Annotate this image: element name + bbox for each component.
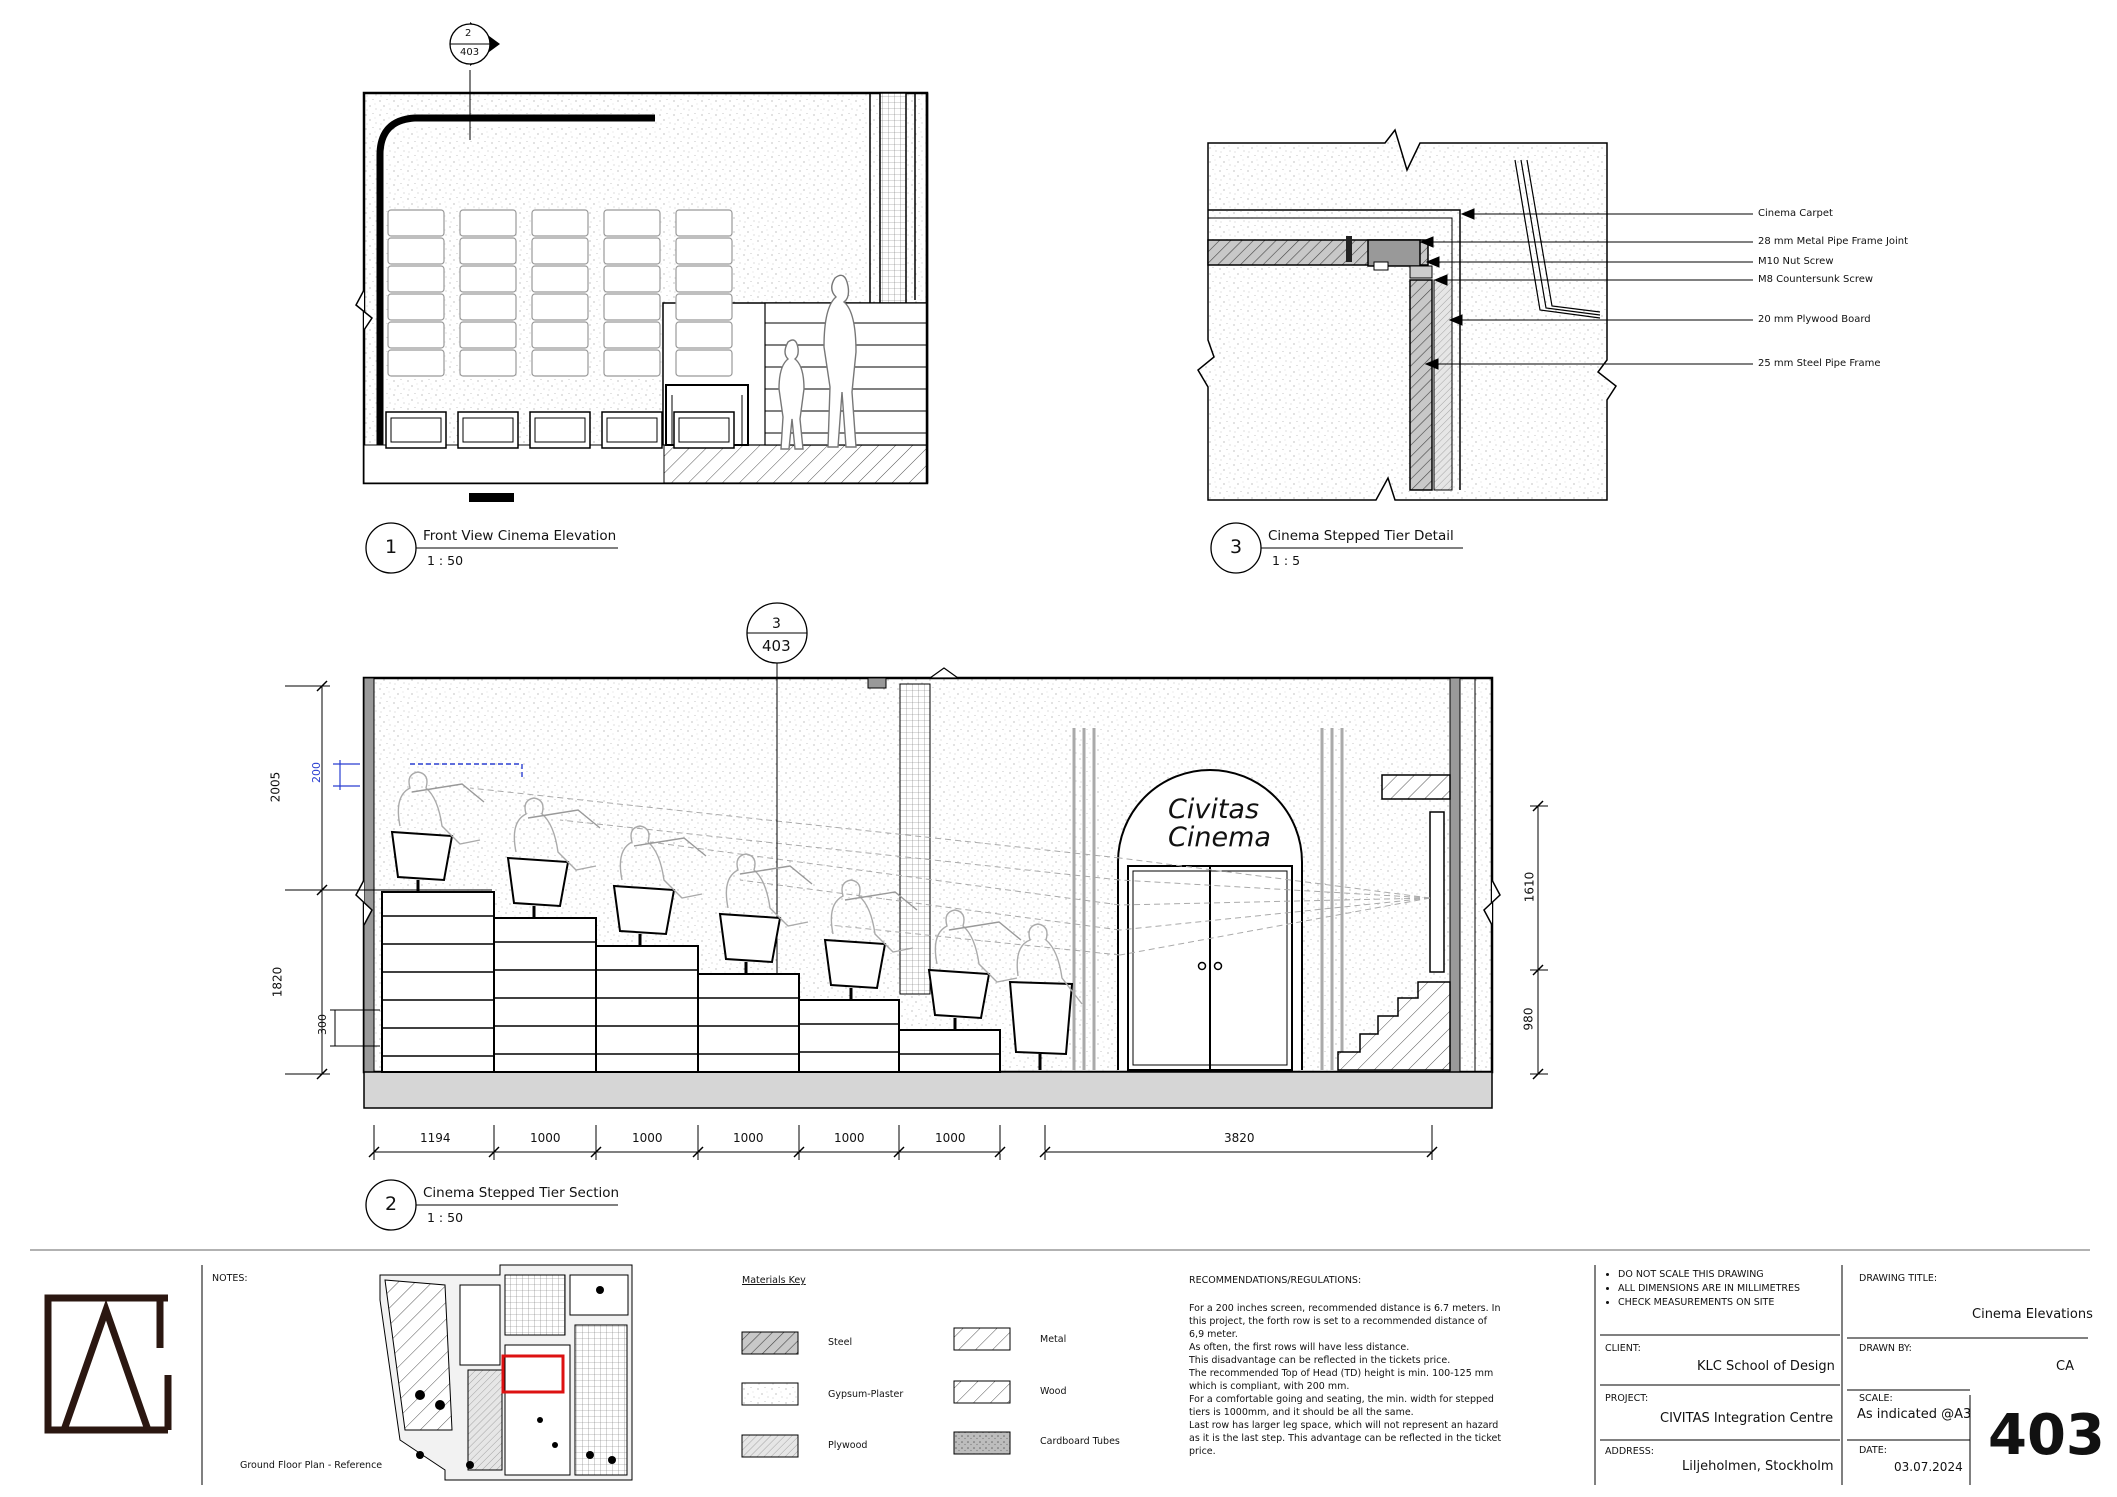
sheet-number: 403 (1988, 1403, 2105, 1468)
client-label: CLIENT: (1605, 1343, 1641, 1354)
seat-back (604, 322, 660, 348)
seat-column (530, 210, 590, 448)
seat-column (674, 210, 734, 448)
seat-front (602, 412, 662, 448)
warning-item: • CHECK MEASUREMENTS ON SITE (1618, 1296, 1800, 1310)
dim-right-980: 980 (1521, 1007, 1536, 1031)
dim-sightline-200: 200 (310, 762, 323, 783)
project-label: PROJECT: (1605, 1393, 1649, 1404)
tier-seat (614, 886, 674, 934)
callout-countersunk-screw: M8 Countersunk Screw (1758, 274, 1874, 285)
seat-back (604, 294, 660, 320)
seat-front (386, 412, 446, 448)
seat-column (458, 210, 518, 448)
tier-seat (720, 914, 780, 962)
tier-seat (825, 940, 885, 988)
material-steel: Steel (828, 1337, 853, 1348)
view-3-scale: 1 : 5 (1272, 553, 1301, 568)
seat-back (388, 294, 444, 320)
seat-back (604, 266, 660, 292)
cinema-sign-line2: Cinema (1168, 822, 1271, 853)
seat-back (676, 322, 732, 348)
seat-front (530, 412, 590, 448)
recommendations-body: For a 200 inches screen, recommended distance is 6.7 meters. In this project, the forth row is set to a recommended distance of 6,9 meter. As often, the first rows will have less distance. This disadvantage can be reflected in the tickets price. The recommended Top of Head (TD) height is min. 100-125 mm which is compliant, with 200 mm. For a comfortable going and seating, the min. width for stepped tiers is 1000mm, and it should be all the same. Last row has larger leg space, which will not represent an hazard as it is the last step. This advantage can be reflected in the ticket price. (1189, 1303, 1502, 1457)
seat-back (460, 322, 516, 348)
seat-column (602, 210, 662, 448)
scale-label: SCALE: (1859, 1393, 1893, 1404)
section-marker-bottom: 403 (762, 637, 791, 655)
seat-back (460, 238, 516, 264)
dim-right-1610: 1610 (1522, 871, 1537, 903)
dim-bottom-1000-c: 1000 (733, 1131, 764, 1145)
seat-back (532, 350, 588, 376)
tier-block (899, 1030, 1000, 1072)
callout-pipe-joint: 28 mm Metal Pipe Frame Joint (1758, 236, 1909, 247)
dim-bottom-1000-b: 1000 (632, 1131, 663, 1145)
callout-steel-pipe-frame: 25 mm Steel Pipe Frame (1758, 358, 1881, 369)
tier-block (596, 946, 698, 1072)
view-3-number: 3 (1230, 536, 1243, 558)
seat-back (532, 210, 588, 236)
front-section-marker (450, 22, 500, 66)
material-gypsum: Gypsum-Plaster (828, 1389, 904, 1400)
seat-back (532, 266, 588, 292)
warning-item: • DO NOT SCALE THIS DRAWING (1618, 1268, 1800, 1282)
materials-heading: Materials Key (742, 1275, 806, 1286)
recommendations-heading: RECOMMENDATIONS/REGULATIONS: (1189, 1275, 1362, 1286)
ground-floor-plan-thumbnail (380, 1265, 632, 1480)
view-2-number: 2 (385, 1193, 398, 1215)
drawn-by-value: CA (2056, 1359, 2074, 1374)
tier-block (494, 918, 596, 1072)
plan-caption: Ground Floor Plan - Reference (240, 1460, 383, 1471)
view-2-scale: 1 : 50 (427, 1210, 464, 1225)
material-plywood: Plywood (828, 1440, 868, 1451)
seat-front (674, 412, 734, 448)
seat-back (388, 322, 444, 348)
seat-back (388, 350, 444, 376)
seat-back (460, 266, 516, 292)
date-value: 03.07.2024 (1894, 1460, 1963, 1474)
tier-seat (392, 832, 452, 880)
warning-item: • ALL DIMENSIONS ARE IN MILLIMETRES (1618, 1282, 1800, 1296)
notes-label: NOTES: (212, 1273, 248, 1284)
dim-left-300: 300 (316, 1014, 329, 1035)
seat-front (458, 412, 518, 448)
scale-value: As indicated @A3 (1857, 1407, 1972, 1422)
seat-back (676, 350, 732, 376)
seat-back (388, 210, 444, 236)
view-3-title: Cinema Stepped Tier Detail (1268, 528, 1454, 544)
material-cardboard: Cardboard Tubes (1040, 1436, 1120, 1447)
tier-detail (1198, 130, 1753, 500)
tier-seat (1010, 982, 1072, 1054)
front-seat-rows (386, 210, 734, 448)
seat-back (388, 266, 444, 292)
seat-back (388, 238, 444, 264)
callout-nut-screw: M10 Nut Screw (1758, 256, 1834, 267)
dim-left-2005: 2005 (268, 771, 283, 803)
tier-seat (508, 858, 568, 906)
seat-back (532, 238, 588, 264)
view-1-scale: 1 : 50 (427, 553, 464, 568)
dim-bottom-1000-a: 1000 (530, 1131, 561, 1145)
project-value: CIVITAS Integration Centre (1660, 1411, 1834, 1426)
address-value: Liljeholmen, Stockholm (1682, 1459, 1834, 1474)
dim-bottom-1000-d: 1000 (834, 1131, 865, 1145)
studio-logo (48, 1298, 168, 1430)
view-1-title: Front View Cinema Elevation (423, 528, 617, 544)
seat-back (676, 266, 732, 292)
dim-bottom-3820: 3820 (1224, 1131, 1255, 1145)
material-metal: Metal (1040, 1334, 1067, 1345)
drawing-title-label: DRAWING TITLE: (1859, 1273, 1938, 1284)
drawing-title-value: Cinema Elevations (1972, 1307, 2093, 1322)
tier-block (698, 974, 799, 1072)
address-label: ADDRESS: (1605, 1446, 1654, 1457)
seat-back (604, 210, 660, 236)
seat-back (532, 322, 588, 348)
seat-back (460, 294, 516, 320)
seat-back (532, 294, 588, 320)
warnings-list (1604, 1268, 1800, 1310)
date-label: DATE: (1859, 1445, 1887, 1456)
front-marker-top: 2 (465, 28, 472, 39)
seat-back (604, 350, 660, 376)
dim-left-1820: 1820 (270, 966, 285, 998)
tier-block (382, 892, 494, 1072)
seat-back (460, 210, 516, 236)
drawn-by-label: DRAWN BY: (1859, 1343, 1912, 1354)
dim-bottom-1000-e: 1000 (935, 1131, 966, 1145)
seat-back (676, 238, 732, 264)
view-2-title: Cinema Stepped Tier Section (423, 1185, 620, 1201)
tier-block (799, 1000, 899, 1072)
callout-cinema-carpet: Cinema Carpet (1758, 208, 1833, 219)
section-marker-top: 3 (772, 616, 781, 632)
material-wood: Wood (1040, 1386, 1067, 1397)
callout-plywood-board: 20 mm Plywood Board (1758, 314, 1871, 325)
seat-back (460, 350, 516, 376)
client-value: KLC School of Design (1697, 1359, 1835, 1374)
seat-back (676, 294, 732, 320)
front-marker-bottom: 403 (460, 47, 480, 58)
tier-seat (929, 970, 989, 1018)
seat-back (604, 238, 660, 264)
seat-column (386, 210, 446, 448)
cinema-sign-line1: Civitas (1168, 794, 1260, 825)
dim-bottom-1194: 1194 (420, 1131, 451, 1145)
view-1-number: 1 (385, 536, 398, 558)
seat-back (676, 210, 732, 236)
